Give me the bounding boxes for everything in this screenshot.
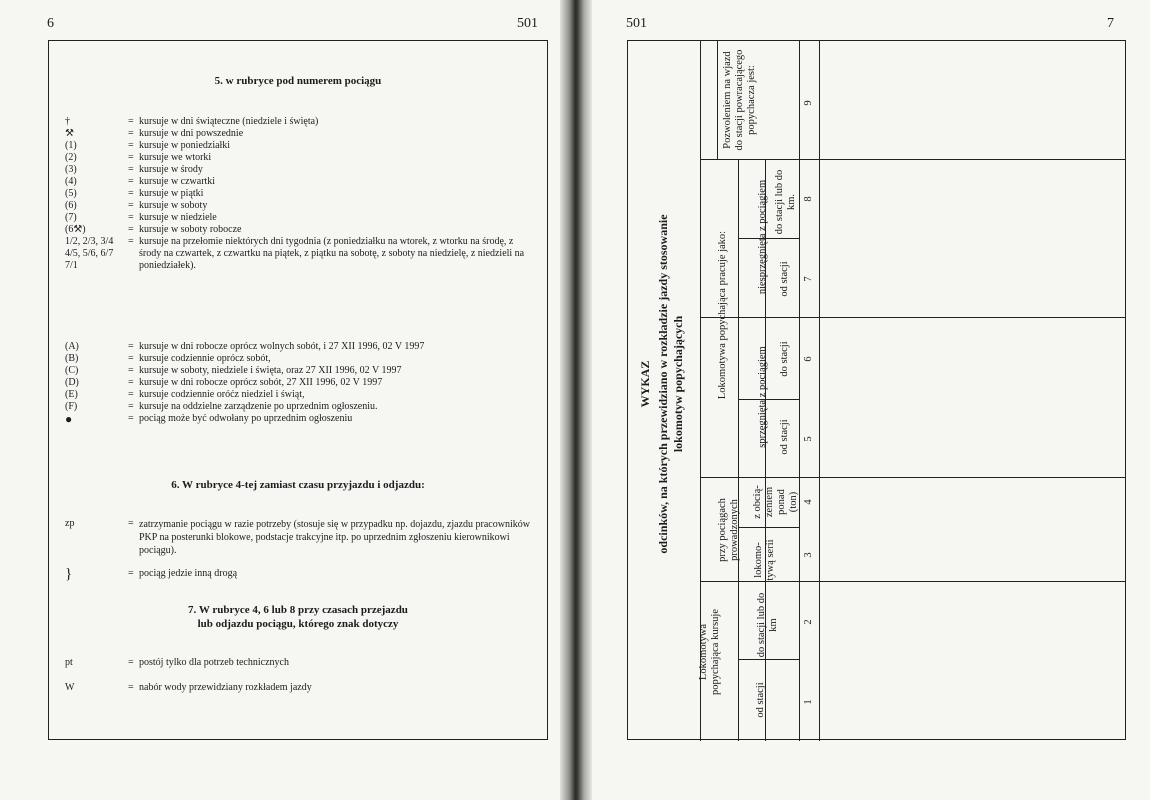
header-col8: do stacji lub do km.	[774, 169, 797, 235]
col-number: 2	[803, 619, 814, 625]
header-col3: lokomo-tywą serii	[753, 539, 776, 581]
col-number: 3	[803, 552, 814, 558]
left-header-number: 501	[517, 16, 538, 31]
left-content-frame: 5. w rubryce pod numerem pociągu † = kursuje w dni świąteczne (niedziele i święta) ⚒ = kursuje w dni powszednie (1) = kursuje w poniedziałki (2) = kursuje we wtorki (3) = kursuje w środy (4) = kursuje w czwartki (5) = kursuje w piątki (6) = kursuje w soboty (7) = kursuje w niedziele (6⚒) = kursuje w soboty robocze 1/2, 2/3, 3/4 4/5, 5/6, 6/7 7/1 = kursuje na przełomie niektórych dni tygodnia (z poniedziałku na wtorek, z wtorku na środę, z środy na czwartek, z czwartku na piątek, z piątku na sobotę, z soboty na niedzielę, z niedzieli na poniedziałek). (A) = kursuje w dni robocze oprócz wolnych sobót, i 27 XII 1996, 02 V 1997 (B) = kursuje codziennie oprócz sobót, (C) = kursuje w soboty, niedziele i święta, oraz 27 XII 1996, 02 V 1997 (D) = kursuje w dni robocze oprócz sobót, 27 XII 1996, 02 V 1997 (E) = kursuje codziennie oróćz niedziel i świąt, (F) = kursuje na oddzielne zarządzenie po uprzednim ogłoszeniu. ● = pociąg może być odwołany po uprzednim ogłoszeniu 6. W rubryce 4-tej zamiast czasu przyjazdu i odjazdu: zp = zatrzymanie pociągu w razie potrzeby (stosuje się w przypadku np. dojazdu, zjazdu pracowników PKP na posterunki blokowe, podstacje trakcyjne itp. po uprzednim zgłoszeniu kierownikowi pociągu). } = pociąg jedzie inną drogą 7. W rubryce 4, 6 lub 8 przy czasach przejazdu lub odjazdu pociągu, którego znak dotyczy pt = postój tylko dla potrzeb technicznych W = nabór wody przewidziany rozkładem jazdy	[48, 40, 548, 740]
brace-icon: }	[65, 566, 73, 582]
col-number: 8	[803, 196, 814, 202]
col-number: 9	[803, 100, 814, 106]
list-item-day-transitions: 1/2, 2/3, 3/4 4/5, 5/6, 6/7 7/1 = kursuje na przełomie niektórych dni tygodnia (z poniedziałku na wtorek, z wtorku na środę, z środy na czwartek, z czwartku na piątek, z piątku na sobotę, z soboty na niedzielę, z niedzieli na poniedziałek).	[65, 236, 525, 271]
dagger-icon: †	[65, 116, 70, 127]
grid-line	[717, 41, 718, 159]
header-col5: od stacji	[779, 419, 790, 455]
hammers-icon: ⚒	[65, 128, 74, 139]
section7-title-line1: 7. W rubryce 4, 6 lub 8 przy czasach przejazdu	[188, 604, 408, 616]
header-sub-uncoupled: niesprzęgnięta z pociągiem	[757, 179, 768, 295]
band-line	[700, 477, 1126, 478]
wykaz-subtitle-line2: lokomotyw popychających	[671, 315, 685, 453]
right-page-number: 7	[1107, 16, 1114, 31]
header-col1: od stacji	[755, 682, 766, 718]
header-group1: Lokomotywa popychająca kursuje	[698, 609, 721, 696]
col-number: 4	[803, 499, 814, 505]
book-gutter	[560, 0, 592, 800]
header-col6: do stacji	[779, 341, 790, 377]
list-item-zp: zp = zatrzymanie pociągu w razie potrzeby (stosuje się w przypadku np. dojazdu, zjazdu pracowników PKP na posterunki blokowe, podstacje trakcyjne itp. po uprzednim zgłoszeniu kierownikowi pociągu).	[65, 518, 530, 556]
header-group3: Lokomotywa popychająca pracuje jako:	[717, 230, 728, 400]
col-number: 6	[803, 356, 814, 362]
wykaz-title: WYKAZ	[638, 360, 652, 408]
band-line	[700, 159, 1126, 160]
header-col7: od stacji	[779, 261, 790, 297]
col-number: 5	[803, 436, 814, 442]
right-header-number: 501	[626, 16, 647, 31]
band-line	[700, 317, 1126, 318]
wykaz-subtitle-line1: odcinków, na których przewidziano w rozkładzie jazdy stosowanie	[656, 214, 670, 554]
section7-title-line2: lub odjazdu pociągu, którego znak dotyczy	[197, 618, 399, 630]
table-border-right	[819, 41, 820, 741]
header-col9: Pozwoleniem na wjazd do stacji powracającego popychacza jest:	[722, 49, 757, 151]
header-col2: do stacji lub do km	[756, 592, 779, 658]
section5-title: 5. w rubryce pod numerem pociągu	[214, 75, 382, 87]
header-col4: z obcią-żeniem ponad (ton)	[752, 485, 799, 519]
header-group2: przy pociągach prowadzonych	[717, 498, 740, 562]
grid-line	[738, 159, 739, 741]
right-content-frame	[627, 40, 1126, 740]
left-page-number: 6	[47, 16, 54, 31]
number-row-line	[799, 41, 800, 741]
section6-title: 6. W rubryce 4-tej zamiast czasu przyjazdu i odjazdu:	[171, 479, 425, 491]
col-number: 1	[803, 699, 814, 705]
col-number: 7	[803, 276, 814, 282]
grid-line	[738, 527, 799, 528]
header-sub-coupled: sprzęgnięta z pociągiem	[757, 346, 768, 448]
bullet-dot-icon: ●	[65, 412, 73, 426]
